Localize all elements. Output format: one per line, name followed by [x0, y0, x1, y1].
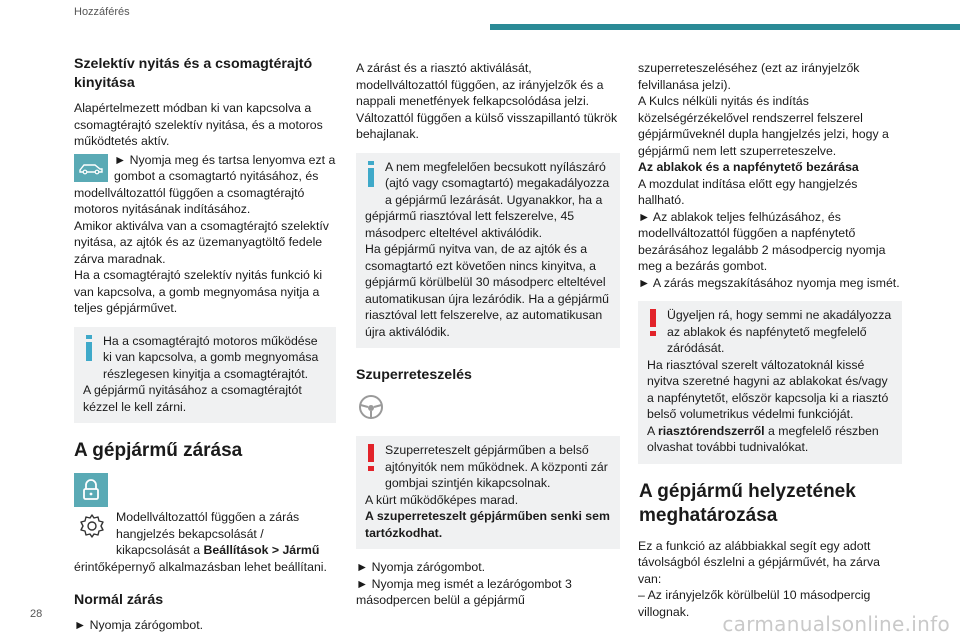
note-text: Ügyeljen rá, hogy semmi ne akadályozza az ablakok és napfénytető megfelelő záródását.: [667, 308, 892, 355]
paragraph: [638, 159, 902, 176]
bold-link-text: riasztórendszerről: [657, 423, 765, 438]
settings-path: Beállítások > Jármű: [203, 543, 320, 557]
paragraph: ► A zárás megszakításához nyomja meg ismét.: [638, 275, 900, 290]
note-text: Szuperreteszelt gépjárműben a belső ajtónyitók nem működnek. A központi zár gombjai szintjén kikapcsolnak.: [385, 443, 608, 490]
heading-selective-opening: Szelektív nyitás és a csomagtérajtó kinyitása: [74, 56, 313, 91]
text-span: a megfelelő részben olvashat további tudnivalókat.: [647, 423, 879, 454]
paragraph: Alapértelmezett módban ki van kapcsolva a csomagtérajtó szelektív nyitása, és a motoros működtetés aktív.: [74, 101, 323, 148]
bold-warning: A szuperreteszelt gépjárműben senki sem tartózkodhat.: [365, 509, 610, 540]
heading-normal-locking: Normál zárás: [74, 592, 164, 608]
note-text: Ha gépjármű nyitva van, de az ajtók és a csomagtartó ezt követően nincs kinyitva, a gépjármű körülbelül 30 másodperc elteltével automatikusan újra lezáródik. Ha a gépjármű riasztóval lett felszerelve, az automatikusan újra aktiválódik.: [365, 242, 610, 339]
paragraph: [74, 509, 336, 575]
paragraph: A Kulcs nélküli nyitás és indítás közelségérzékelővel rendszerrel felszerel gépjárműveknél dupla hangjelzés jelzi, hogy a gépjármű nem lett szuperreteszelve.: [638, 94, 889, 158]
heading-superlocking: Szuperreteszelés: [356, 367, 472, 383]
note-text: [365, 508, 611, 541]
gear-icon: [74, 509, 110, 543]
text-span: Modellváltozattól függően a zárás hangjelzés bekapcsolását / kikapcsolását a: [116, 510, 300, 557]
note-text: A kürt működőképes marad.: [365, 492, 519, 507]
paragraph: ► Az ablakok teljes felhúzásához, és modellváltozattól függően a napfénytető bezárásához legalább 2 másodpercig nyomja meg a bezárás gombot.: [638, 209, 886, 273]
paragraph: ► Nyomja zárógombot.: [74, 618, 204, 632]
header-accent-bar: [490, 24, 960, 30]
paragraph: szuperreteszeléséhez (ezt az irányjelzők felvillanása jelzi).: [638, 61, 860, 92]
info-icon: [83, 335, 95, 365]
paragraph: Amikor aktiválva van a csomagtérajtó szelektív nyitása, az ajtók és az üzemanyagtöltő fedele zárva maradnak.: [74, 218, 329, 266]
column-3: [638, 60, 902, 620]
paragraph: ► Nyomja meg ismét a lezárógombot 3 másodpercen belül a gépjármű: [356, 576, 572, 607]
watermark: carmanualsonline.info: [722, 612, 950, 636]
paragraph: Változattól függően a külső visszapillantó tükrök behajlanak.: [356, 110, 618, 141]
page-number: 28: [30, 608, 43, 620]
note-text: A nem megfelelően becsukott nyílászáró (ajtó vagy csomagtartó) megakadályozza a gépjármű lezárását. Ugyanakkor, ha a gépjármű riasztóval lett felszerelve, 45 másodperc elteltével aktiválódik.: [365, 159, 610, 240]
note-text: Ha riasztóval szerelt változatoknál kissé nyitva szeretné hagyni az ablakokat és/vagy a napfénytetőt, először kapcsolja ki a riasztó belső volumetrikus védelmi funkcióját.: [647, 357, 889, 421]
car-trunk-icon: [74, 154, 108, 182]
text-span: A: [647, 423, 658, 438]
text-span: érintőképernyő alkalmazásban lehet beállítani.: [74, 559, 327, 574]
info-note: [356, 153, 620, 349]
column-2: [356, 60, 620, 609]
paragraph: – Az irányjelzők körülbelül 10 másodpercig villognak.: [638, 588, 871, 619]
warning-note: [638, 301, 902, 464]
warning-note: [356, 436, 620, 549]
column-1: [74, 55, 336, 634]
note-text: A gépjármű nyitásához a csomagtérajtót kézzel le kell zárni.: [83, 383, 302, 414]
warning-icon: [365, 444, 377, 474]
warning-icon: [647, 309, 659, 339]
steering-wheel-icon: [356, 392, 386, 422]
note-text: Ha a csomagtérajtó motoros működése ki van kapcsolva, a gomb megnyomása részlegesen kinyitja a csomagtérajtót.: [103, 333, 319, 381]
paragraph: Ez a funkció az alábbiakkal segít egy adott távolságból észlelni a gépjárművét, ha zárva van:: [638, 538, 880, 586]
paragraph: A zárást és a riasztó aktiválását, modellváltozattól függően, az irányjelzők és a nappali menetfények felkapcsolódása jelzi.: [356, 61, 604, 108]
heading-vehicle-locating: A gépjármű helyzetének meghatározása: [639, 480, 856, 526]
paragraph: ► Nyomja meg és tartsa lenyomva ezt a gombot a csomagtartó nyitásához, és modellváltozattól függően a csomagtérajtó motoros nyitásának indításához.: [74, 152, 336, 216]
paragraph: Ha a csomagtérajtó szelektív nyitás funkció ki van kapcsolva, a gomb megnyomása nyitja a teljes gépjárművet.: [74, 268, 323, 315]
heading-vehicle-locking: A gépjármű zárása: [74, 440, 243, 461]
info-note: [74, 327, 336, 424]
info-icon: [365, 161, 377, 191]
paragraph: A mozdulat indítása előtt egy hangjelzés hallható.: [638, 176, 858, 207]
lock-icon: [74, 473, 108, 507]
bold-subheading: Az ablakok és a napfénytető bezárása: [638, 160, 859, 174]
section-header: Hozzáférés: [74, 6, 130, 18]
note-text: [647, 423, 893, 456]
paragraph: ► Nyomja zárógombot.: [356, 560, 486, 574]
